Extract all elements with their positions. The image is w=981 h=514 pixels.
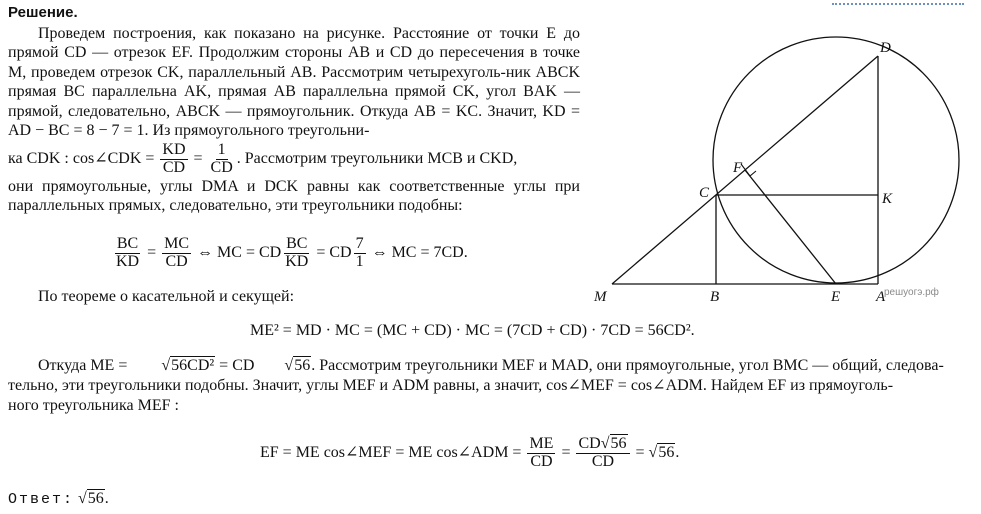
line-ef	[745, 170, 836, 284]
frac-num: BC	[116, 235, 139, 252]
equals-sign: =	[193, 150, 203, 168]
solution-paragraph-1	[8, 24, 580, 216]
sqrt: √56	[648, 443, 675, 461]
watermark: решуогэ.рф	[884, 287, 939, 298]
frac-num: 7	[355, 235, 364, 252]
label-k: K	[882, 191, 893, 207]
frac-den: 1	[355, 252, 364, 270]
formula-text: .	[675, 443, 680, 461]
sqrt: √56	[600, 435, 627, 452]
sqrt: √56CD²	[161, 357, 215, 374]
label-d: D	[880, 40, 891, 56]
fraction	[527, 436, 555, 471]
cos-prefix: ка CDK : cos∠CDK =	[8, 150, 155, 168]
text: = CD	[219, 357, 255, 374]
frac-den: KD	[116, 252, 140, 270]
label-c: C	[699, 185, 710, 201]
circle	[713, 37, 959, 283]
equals-sign: =	[561, 443, 571, 461]
equals-sign: =	[635, 443, 645, 461]
radicand: 56	[610, 435, 627, 452]
frac-den: CD	[530, 452, 553, 470]
frac-den: KD	[285, 252, 309, 270]
answer-end: .	[104, 490, 109, 507]
fraction	[283, 236, 310, 271]
formula-text: ⇔ MC = 7CD.	[371, 243, 468, 261]
para1-text: Проведем построения, как показано на рисунке. Расстояние от точки E до прямой CD — отрезок EF. Продолжим стороны AB и CD до пересечения в точке M, проведем отрезок CK, параллельный AB. Рассмотрим четырехуголь-ник ABCK прямая BC параллельна AK, прямая AB параллельна прямой CK, угол BAK — прямой, следовательно, ABCK — прямоугольник. Откуда AB = KC. Значит, KD = AD − BC = 8 − 7 = 1. Из прямоугольного треугольни-	[8, 25, 580, 140]
frac-den: CD	[162, 159, 186, 177]
fraction-1-cd	[209, 142, 235, 177]
frac-num: ME	[529, 435, 554, 452]
formula-text: ⇔ MC = CD	[197, 243, 282, 261]
para1-rest: они прямоугольные, углы DMA и DCK равны как соответственные углы при параллельных прямых, следовательно, эти треугольники подобны:	[8, 178, 580, 215]
top-link-underline[interactable]	[832, 0, 964, 5]
frac-num: MC	[164, 235, 190, 252]
answer-label: Ответ:	[8, 491, 75, 508]
radicand: 56	[87, 490, 104, 507]
fraction	[114, 236, 141, 271]
answer-line	[8, 490, 109, 508]
frac-num	[576, 436, 629, 454]
label-a: A	[876, 289, 886, 305]
text: Откуда ME =	[38, 357, 128, 374]
label-e: E	[831, 289, 841, 305]
similarity-formula	[112, 236, 468, 271]
ef-formula	[260, 436, 679, 471]
frac-den: CD	[210, 159, 233, 177]
fraction	[354, 236, 366, 271]
fraction	[162, 236, 191, 271]
para2-line3: ного треугольника MEF :	[8, 397, 179, 414]
solution-heading: Решение.	[8, 4, 78, 21]
tangent-formula: ME² = MD · MC = (MC + CD) · MC = (7CD + CD) · 7CD = 56CD².	[250, 322, 695, 339]
label-f: F	[733, 160, 743, 176]
text: CD	[578, 435, 601, 452]
formula-text: EF = ME cos∠MEF = ME cos∠ADM =	[260, 443, 522, 461]
equals-sign: =	[147, 243, 157, 261]
formula-text: = CD	[316, 243, 352, 261]
answer-sqrt: √56	[78, 490, 104, 507]
frac-den: CD	[165, 252, 188, 270]
label-m: M	[594, 289, 607, 305]
fraction-kd-cd	[160, 142, 187, 177]
radicand: 56	[294, 357, 311, 374]
radicand: 56CD²	[171, 357, 215, 374]
frac-num: 1	[217, 141, 226, 159]
frac-num: BC	[286, 235, 308, 252]
solution-paragraph-2	[8, 356, 968, 416]
label-b: B	[710, 289, 720, 305]
geometry-figure	[585, 25, 970, 315]
cos-suffix: . Рассмотрим треугольники MCB и CKD,	[236, 150, 518, 168]
sqrt: √56	[284, 357, 311, 374]
right-angle-mark	[741, 164, 756, 176]
tangent-theorem-text: По теореме о касательной и секущей:	[38, 288, 295, 305]
fraction	[576, 436, 629, 471]
para2-line2: тельно, эти треугольники подобны. Значит, углы MEF и ADM равны, а значит, cos∠MEF = cos∠ADM. Найдем EF из прямоуголь-	[8, 377, 894, 394]
radicand: 56	[658, 443, 675, 461]
frac-num: KD	[162, 141, 186, 159]
para2-line1	[8, 356, 968, 376]
frac-den: CD	[591, 452, 615, 470]
text: . Рассмотрим треугольники MEF и MAD, они прямоугольные, угол BMC — общий, следова-	[311, 357, 944, 374]
para1-cos-line	[8, 142, 580, 177]
